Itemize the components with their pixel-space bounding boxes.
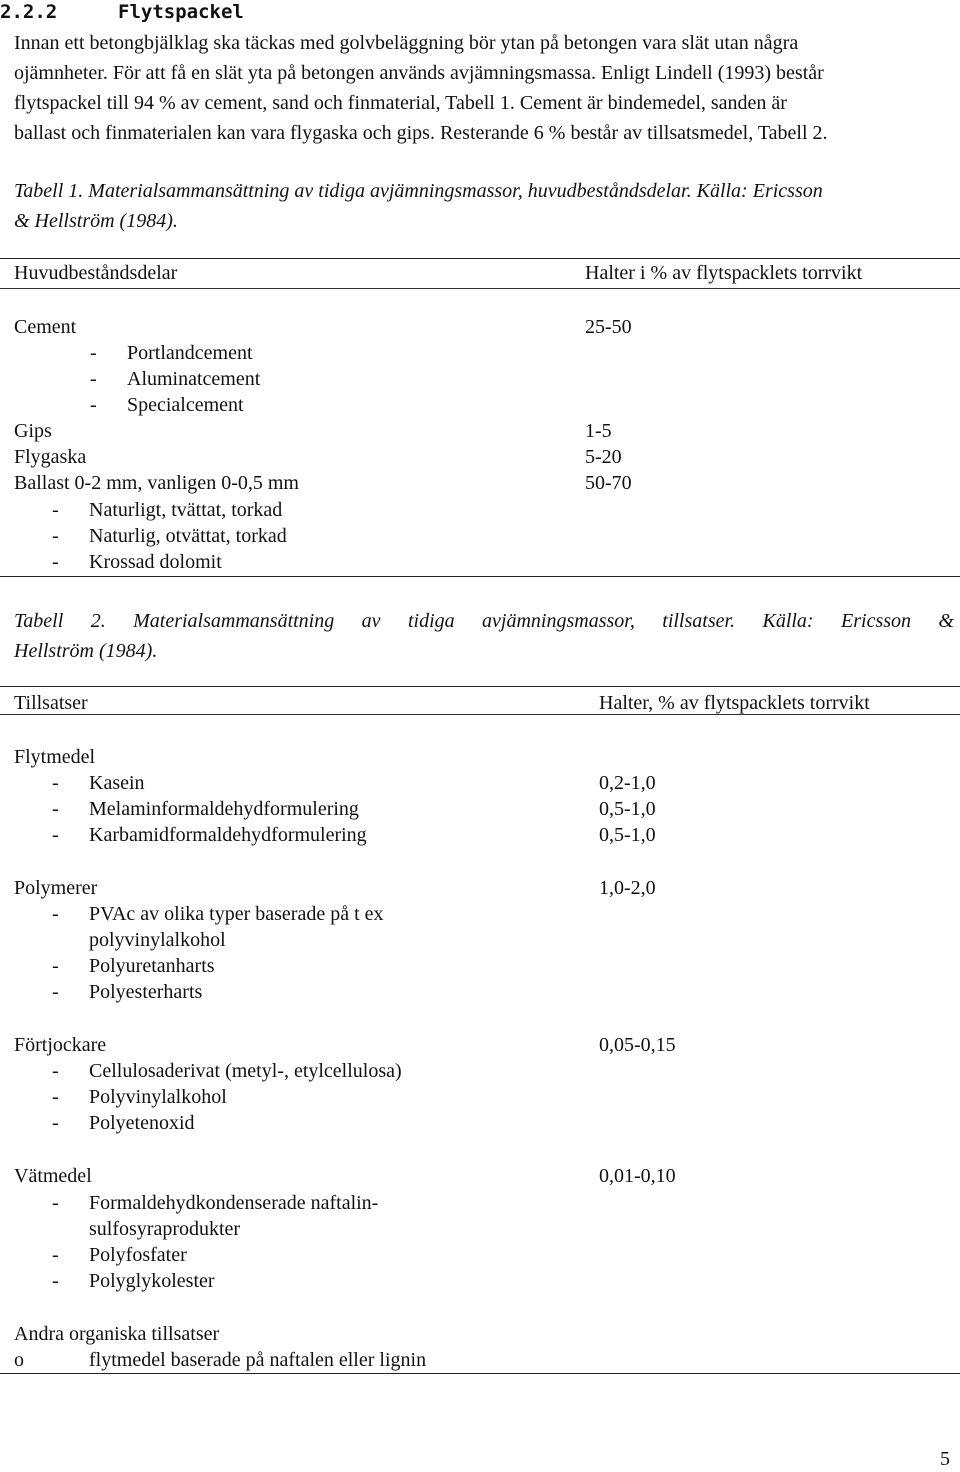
table2-header-rule xyxy=(0,714,960,715)
caption-line: Tabell 1. Materialsammansättning av tidiga avjämningsmassor, huvudbeståndsdelar. Källa: Ericsson xyxy=(14,180,823,202)
caption-line: & Hellström (1984). xyxy=(14,210,178,232)
row-label: Andra organiska tillsatser xyxy=(14,1323,220,1345)
list-marker: - xyxy=(52,981,59,1003)
row-label: Polyfosfater xyxy=(89,1244,187,1266)
list-marker: - xyxy=(52,772,59,794)
row-label: Vätmedel xyxy=(14,1165,92,1187)
row-label: PVAc av olika typer baserade på t ex xyxy=(89,903,384,925)
caption-line: Tabell 2. Materialsammansättning av tidiga avjämningsmassor, tillsatser. Källa: Ericsson & xyxy=(14,610,954,632)
table2-col2-header: Halter, % av flytspacklets torrvikt xyxy=(599,692,870,714)
list-marker: - xyxy=(52,1244,59,1266)
row-label: Flygaska xyxy=(14,446,87,468)
list-marker: - xyxy=(90,342,97,364)
section-number: 2.2.2 xyxy=(0,1,58,23)
row-label: Cellulosaderivat (metyl-, etylcellulosa) xyxy=(89,1060,402,1082)
list-marker: o xyxy=(14,1349,24,1371)
row-value: 0,5-1,0 xyxy=(599,798,656,820)
table2-col1-header: Tillsatser xyxy=(14,692,88,714)
row-label: Polyglykolester xyxy=(89,1270,215,1292)
row-value: 0,01-0,10 xyxy=(599,1165,676,1187)
row-label: Ballast 0-2 mm, vanligen 0-0,5 mm xyxy=(14,472,299,494)
row-value: 25-50 xyxy=(585,316,632,338)
row-label: Naturlig, otvättat, torkad xyxy=(89,525,287,547)
row-label: Kasein xyxy=(89,772,145,794)
list-marker: - xyxy=(52,798,59,820)
table1-header-rule xyxy=(0,288,960,289)
section-title: Flytspackel xyxy=(118,1,244,23)
table1-col1-header: Huvudbeståndsdelar xyxy=(14,262,178,284)
list-marker: - xyxy=(90,368,97,390)
list-marker: - xyxy=(52,1270,59,1292)
row-label: Portlandcement xyxy=(127,342,253,364)
paragraph-line: ballast och finmaterialen kan vara flygaska och gips. Resterande 6 % består av tillsatsmedel, Tabell 2. xyxy=(14,122,828,144)
row-value: 1-5 xyxy=(585,420,612,442)
row-value: 50-70 xyxy=(585,472,632,494)
row-value: 0,5-1,0 xyxy=(599,824,656,846)
row-label: flytmedel baserade på naftalen eller lignin xyxy=(89,1349,427,1371)
row-label: Formaldehydkondenserade naftalin- xyxy=(89,1192,379,1214)
table2-caption xyxy=(14,606,954,666)
table1-bottom-rule xyxy=(0,576,960,577)
row-label: Förtjockare xyxy=(14,1034,107,1056)
row-label: Polyvinylalkohol xyxy=(89,1086,227,1108)
list-marker: - xyxy=(52,1060,59,1082)
row-label: Gips xyxy=(14,420,52,442)
table2-bottom-rule xyxy=(0,1373,960,1374)
row-value: 0,2-1,0 xyxy=(599,772,656,794)
list-marker: - xyxy=(90,394,97,416)
body-paragraph xyxy=(14,28,954,148)
list-marker: - xyxy=(52,499,59,521)
row-label: Aluminatcement xyxy=(127,368,261,390)
row-value: 1,0-2,0 xyxy=(599,877,656,899)
list-marker: - xyxy=(52,1086,59,1108)
table1-caption xyxy=(14,176,954,236)
list-marker: - xyxy=(52,1112,59,1134)
list-marker: - xyxy=(52,903,59,925)
row-label: Melaminformaldehydformulering xyxy=(89,798,359,820)
row-label: Polyuretanharts xyxy=(89,955,215,977)
row-label: Cement xyxy=(14,316,77,338)
row-label: Polyetenoxid xyxy=(89,1112,195,1134)
row-label: Specialcement xyxy=(127,394,244,416)
row-label: Flytmedel xyxy=(14,746,96,768)
caption-line: Hellström (1984). xyxy=(14,640,158,662)
paragraph-line: ojämnheter. För att få en slät yta på betongen används avjämningsmassa. Enligt Lindell (1993) består xyxy=(14,62,824,84)
row-value: 5-20 xyxy=(585,446,622,468)
list-marker: - xyxy=(52,955,59,977)
list-marker: - xyxy=(52,1192,59,1214)
list-marker: - xyxy=(52,824,59,846)
row-value: 0,05-0,15 xyxy=(599,1034,676,1056)
table1-col2-header: Halter i % av flytspacklets torrvikt xyxy=(585,262,863,284)
table1-top-rule xyxy=(0,258,960,259)
row-label: Polyesterharts xyxy=(89,981,203,1003)
list-marker: - xyxy=(52,525,59,547)
paragraph-line: Innan ett betongbjälklag ska täckas med golvbeläggning bör ytan på betongen vara slät utan några xyxy=(14,32,799,54)
row-label: Krossad dolomit xyxy=(89,551,222,573)
table2-top-rule xyxy=(0,686,960,687)
page-number: 5 xyxy=(940,1448,950,1470)
paragraph-line: flytspackel till 94 % av cement, sand och finmaterial, Tabell 1. Cement är bindemedel, sanden är xyxy=(14,92,787,114)
row-label: Naturligt, tvättat, torkad xyxy=(89,499,283,521)
row-label: sulfosyraprodukter xyxy=(89,1218,241,1240)
list-marker: - xyxy=(52,551,59,573)
row-label: Karbamidformaldehydformulering xyxy=(89,824,367,846)
row-label: polyvinylalkohol xyxy=(89,929,226,951)
row-label: Polymerer xyxy=(14,877,98,899)
